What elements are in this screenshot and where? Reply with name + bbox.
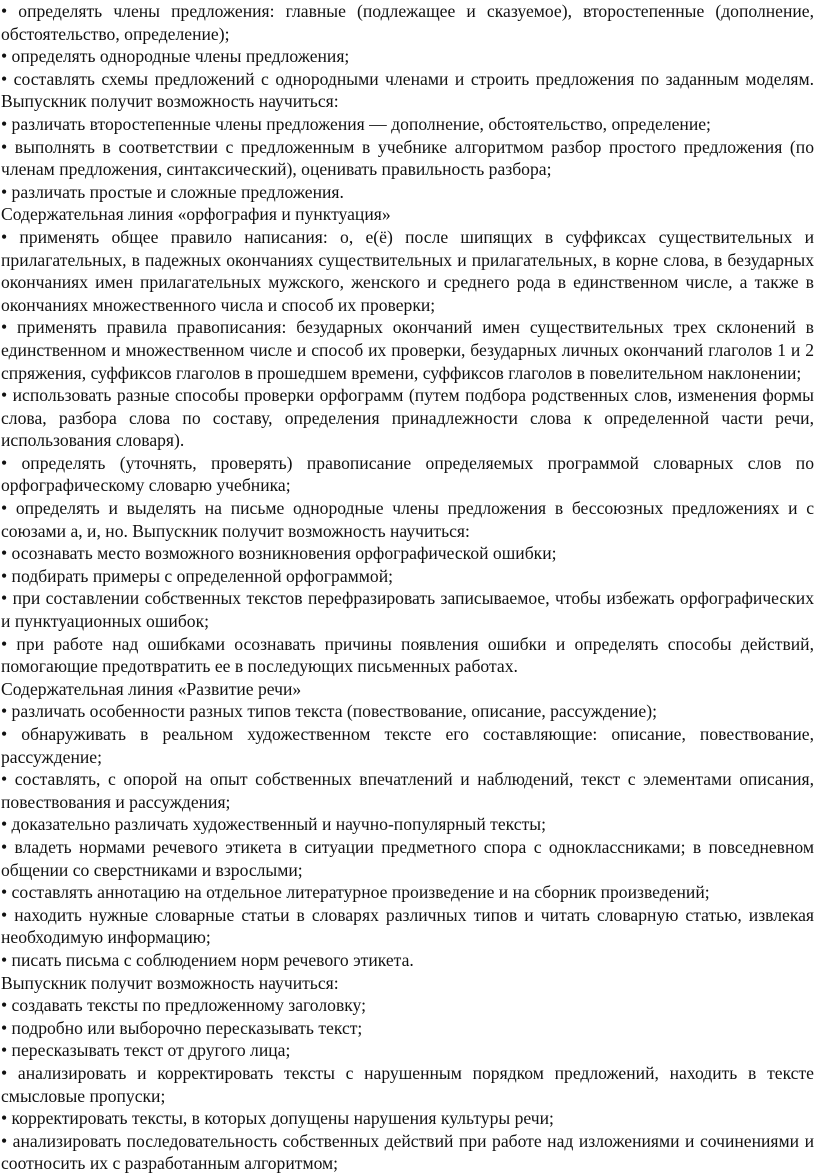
bullet-item: • обнаруживать в реальном художественном тексте его составляющие: описание, повествование, рассуждение; [1, 724, 814, 767]
bullet-item: • пересказывать текст от другого лица; [1, 1040, 291, 1061]
section-heading-orthography: Содержательная линия «орфография и пунктуация» [1, 204, 391, 225]
bullet-item: • писать письма с соблюдением норм речевого этикета. [1, 949, 414, 970]
bullet-item: • определять члены предложения: главные (подлежащее и сказуемое), второстепенные (дополнение, обстоятельство, определение); [1, 1, 814, 44]
bullet-item: • определять (уточнять, проверять) правописание определяемых программой словарных слов по орфографическому словарю учебника; [1, 452, 814, 496]
subsection-heading: Выпускник получит возможность научиться: [1, 972, 339, 993]
bullet-item: • использовать разные способы проверки орфограмм (путем подбора родственных слов, изменения формы слова, разбора слова по составу, определения принадлежности слова к определенной части речи, использования словаря). [1, 385, 814, 451]
bullet-item: • при работе над ошибками осознавать причины появления ошибки и определять способы действий, помогающие предотвратить ее в последующих письменных работах. [1, 633, 814, 677]
bullet-item: • выполнять в соответствии с предложенным в учебнике алгоритмом разбор простого предложения (по членам предложения, синтаксический), оценивать правильность разбора; [1, 136, 814, 180]
bullet-item: • определять однородные члены предложения; [1, 46, 350, 67]
bullet-item: • анализировать и корректировать тексты с нарушенным порядком предложений, находить в тексте смысловые пропуски; [1, 1062, 814, 1106]
bullet-item: • анализировать последовательность собственных действий при работе над изложениями и сочинениями и соотносить их с разработанным алгоритмом; [1, 1130, 814, 1174]
bullet-item: • составлять аннотацию на отдельное литературное произведение и на сборник произведений; [1, 882, 710, 903]
bullet-item: • применять общее правило написания: о, е(ё) после шипящих в суффиксах существительных и прилагательных, в падежных окончаниях существительных и прилагательных, в корне слова, в безударных окончаниях имен прилагательных мужского, женского и среднего рода в единственном числе, а также в окончаниях множественного числа и способ их проверки; [1, 226, 814, 315]
bullet-item: • подробно или выборочно пересказывать текст; [1, 1017, 363, 1038]
bullet-item: • различать простые и сложные предложения. [1, 181, 344, 202]
bullet-item: • осознавать место возможного возникновения орфографической ошибки; [1, 543, 557, 564]
bullet-item: • применять правила правописания: безударных окончаний имен существительных трех склонений в единственном и множественном числе и способ их проверки, безударных личных окончаний глаголов 1 и 2 спряжения, суффиксов глаголов в прошедшем времени, суффиксов глаголов в повелительном наклонении; [1, 317, 814, 383]
bullet-item: • при составлении собственных текстов перефразировать записываемое, чтобы избежать орфографических и пунктуационных ошибок; [1, 588, 814, 632]
bullet-item: • подбирать примеры с определенной орфограммой; [1, 565, 393, 586]
bullet-item: • определять и выделять на письме однородные члены предложения в бессоюзных предложениях и с союзами а, и, но. Выпускник получит возможность научиться: [1, 498, 814, 541]
bullet-item: • составлять, с опорой на опыт собственных впечатлений и наблюдений, текст с элементами описания, повествования и рассуждения; [1, 769, 814, 812]
bullet-item: • владеть нормами речевого этикета в ситуации предметного спора с одноклассниками; в повседневном общении со сверстниками и взрослыми; [1, 836, 814, 880]
bullet-item: • различать второстепенные члены предложения — дополнение, обстоятельство, определение; [1, 113, 711, 134]
bullet-item: • создавать тексты по предложенному заголовку; [1, 995, 367, 1016]
bullet-item: • корректировать тексты, в которых допущены нарушения культуры речи; [1, 1108, 554, 1129]
bullet-item: • находить нужные словарные статьи в словарях различных типов и читать словарную статью, извлекая необходимую информацию; [1, 904, 814, 948]
bullet-item: • составлять схемы предложений с однородными членами и строить предложения по заданным моделям. Выпускник получит возможность научиться: [1, 68, 814, 112]
section-heading-speech: Содержательная линия «Развитие речи» [1, 678, 302, 699]
bullet-item: • различать особенности разных типов текста (повествование, описание, рассуждение); [1, 701, 657, 722]
bullet-item: • доказательно различать художественный и научно-популярный тексты; [1, 814, 546, 835]
